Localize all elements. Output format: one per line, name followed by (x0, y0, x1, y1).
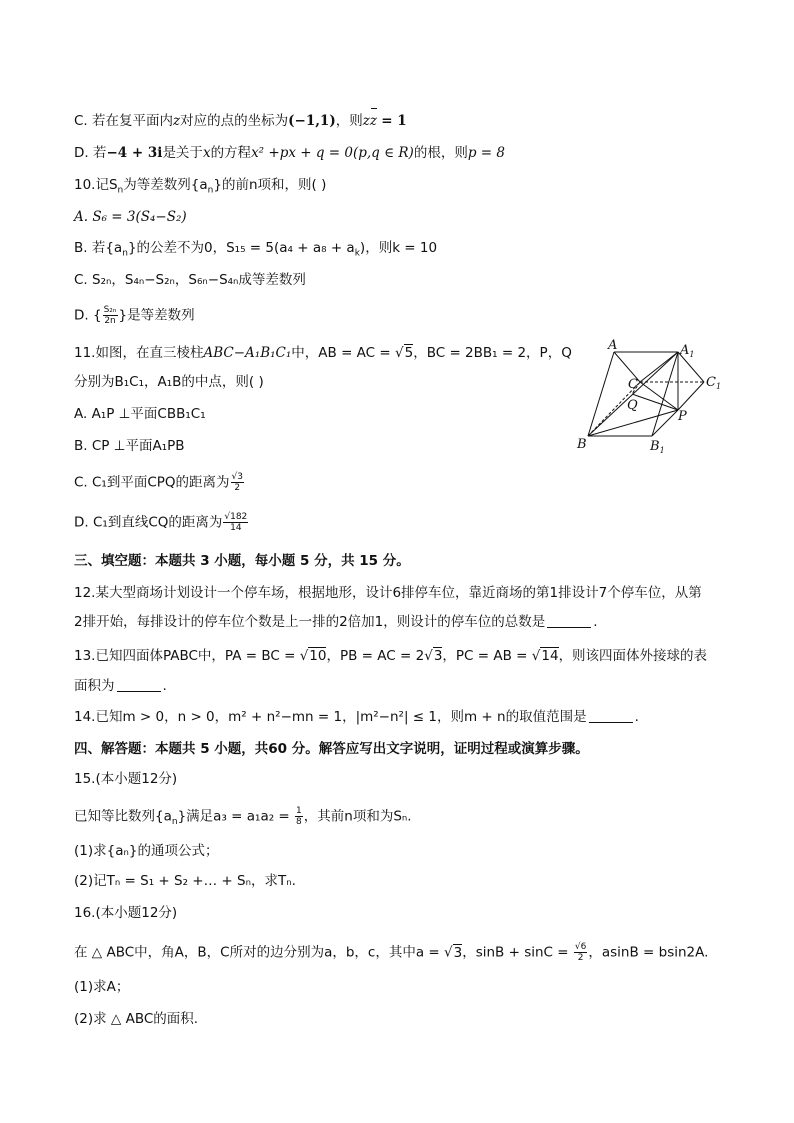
answer-blank-14[interactable] (589, 710, 633, 723)
question-13-line-1: 13.已知四面体PABC中，PA = BC = √10，PB = AC = 2√3，PC = AB = √14，则该四面体外接球的表 (74, 648, 708, 664)
prism-figure (574, 338, 724, 458)
question-16-heading: 16.(本小题12分) (74, 905, 178, 921)
label-b1: $B_1$ (650, 439, 665, 455)
label-p: P (678, 409, 687, 424)
question-16-stem: 在 △ ABC中，角A，B，C所对的边分别为a，b，c，其中a = √3，sinB + sinC = $\frac{√6}{2}$ ，asinB = bsin2A. (74, 942, 709, 963)
question-14: 14.已知m > 0，n > 0，m² + n²−mn = 1，|m²−n²| ≤ 1，则m + n的取值范围是 . (74, 709, 639, 725)
option-11c: C. C₁到平面CPQ的距离为 $\frac{√3}{2}$ (74, 472, 244, 493)
question-15-stem: 已知等比数列$\{a_n\}$满足a₃ = a₁a₂ = $\frac{1}{8}$ ，其前n项和为Sₙ. (74, 806, 412, 828)
answer-blank-13[interactable] (117, 679, 161, 692)
question-16-part-2: (2)求 △ ABC的面积. (74, 1011, 199, 1027)
option-11d: D. C₁到直线CQ的距离为 $\frac{√182}{14}$ (74, 512, 248, 533)
label-q: Q (627, 398, 638, 413)
question-11-stem: 11.如图，在直三棱柱ABC−A₁B₁C₁中，AB = AC = √5，BC = 2BB₁ = 2，P，Q (74, 345, 572, 361)
option-10c: C. S₂ₙ，S₄ₙ−S₂ₙ，S₆ₙ−S₄ₙ成等差数列 (74, 272, 306, 288)
label-c: C (628, 377, 638, 392)
question-15-part-2: (2)记Tₙ = S₁ + S₂ +… + Sₙ，求Tₙ. (74, 873, 296, 889)
option-11a: A. A₁P ⊥平面CBB₁C₁ (74, 406, 206, 422)
section-4-heading: 四、解答题：本题共 5 小题，共60 分。解答应写出文字说明，证明过程或演算步骤。 (74, 741, 589, 757)
option-10a: A. S₆ = 3(S₄−S₂) (74, 209, 187, 225)
question-12-line-2: 2排开始，每排设计的停车位个数是上一排的2倍加1，则设计的停车位的总数是 . (74, 614, 598, 630)
option-9c: C. 若在复平面内z对应的点的坐标为(−1,1)，则zz = 1 (74, 113, 407, 129)
question-11-stem-2: 分别为B₁C₁，A₁B的中点，则( ) (74, 374, 264, 390)
option-10d: D. { $\frac{\text{S₂ₙ}}{2n}$ }是等差数列 (74, 305, 195, 326)
question-16-part-1: (1)求A； (74, 979, 130, 995)
question-13-line-2: 面积为 . (74, 678, 167, 694)
label-b: B (577, 437, 587, 452)
question-12-line-1: 12.某大型商场计划设计一个停车场，根据地形，设计6排停车位，靠近商场的第1排设计7个停车位，从第 (74, 585, 702, 601)
option-9d: D. 若−4 + 3i是关于x的方程x² +px + q = 0(p,q ∈ R)的根，则p = 8 (74, 145, 505, 161)
option-11b: B. CP ⊥平面A₁PB (74, 438, 185, 454)
question-10-stem: 10.记$S_n$为等差数列$\{a_n\}$的前n项和，则( ) (74, 177, 327, 196)
answer-blank-12[interactable] (547, 615, 591, 628)
question-15-heading: 15.(本小题12分) (74, 771, 178, 787)
section-3-heading: 三、填空题：本题共 3 小题，每小题 5 分，共 15 分。 (74, 553, 410, 569)
question-15-part-1: (1)求{aₙ}的通项公式； (74, 843, 219, 859)
label-a1: $A_1$ (680, 343, 695, 359)
option-10b: B. 若$\{a_n\}$的公差不为0，$S_{15} = 5(a_4 + a_8 + a_k)$，则k = 10 (74, 240, 438, 259)
label-a: A (608, 338, 618, 353)
label-c1: $C_1$ (706, 375, 722, 391)
